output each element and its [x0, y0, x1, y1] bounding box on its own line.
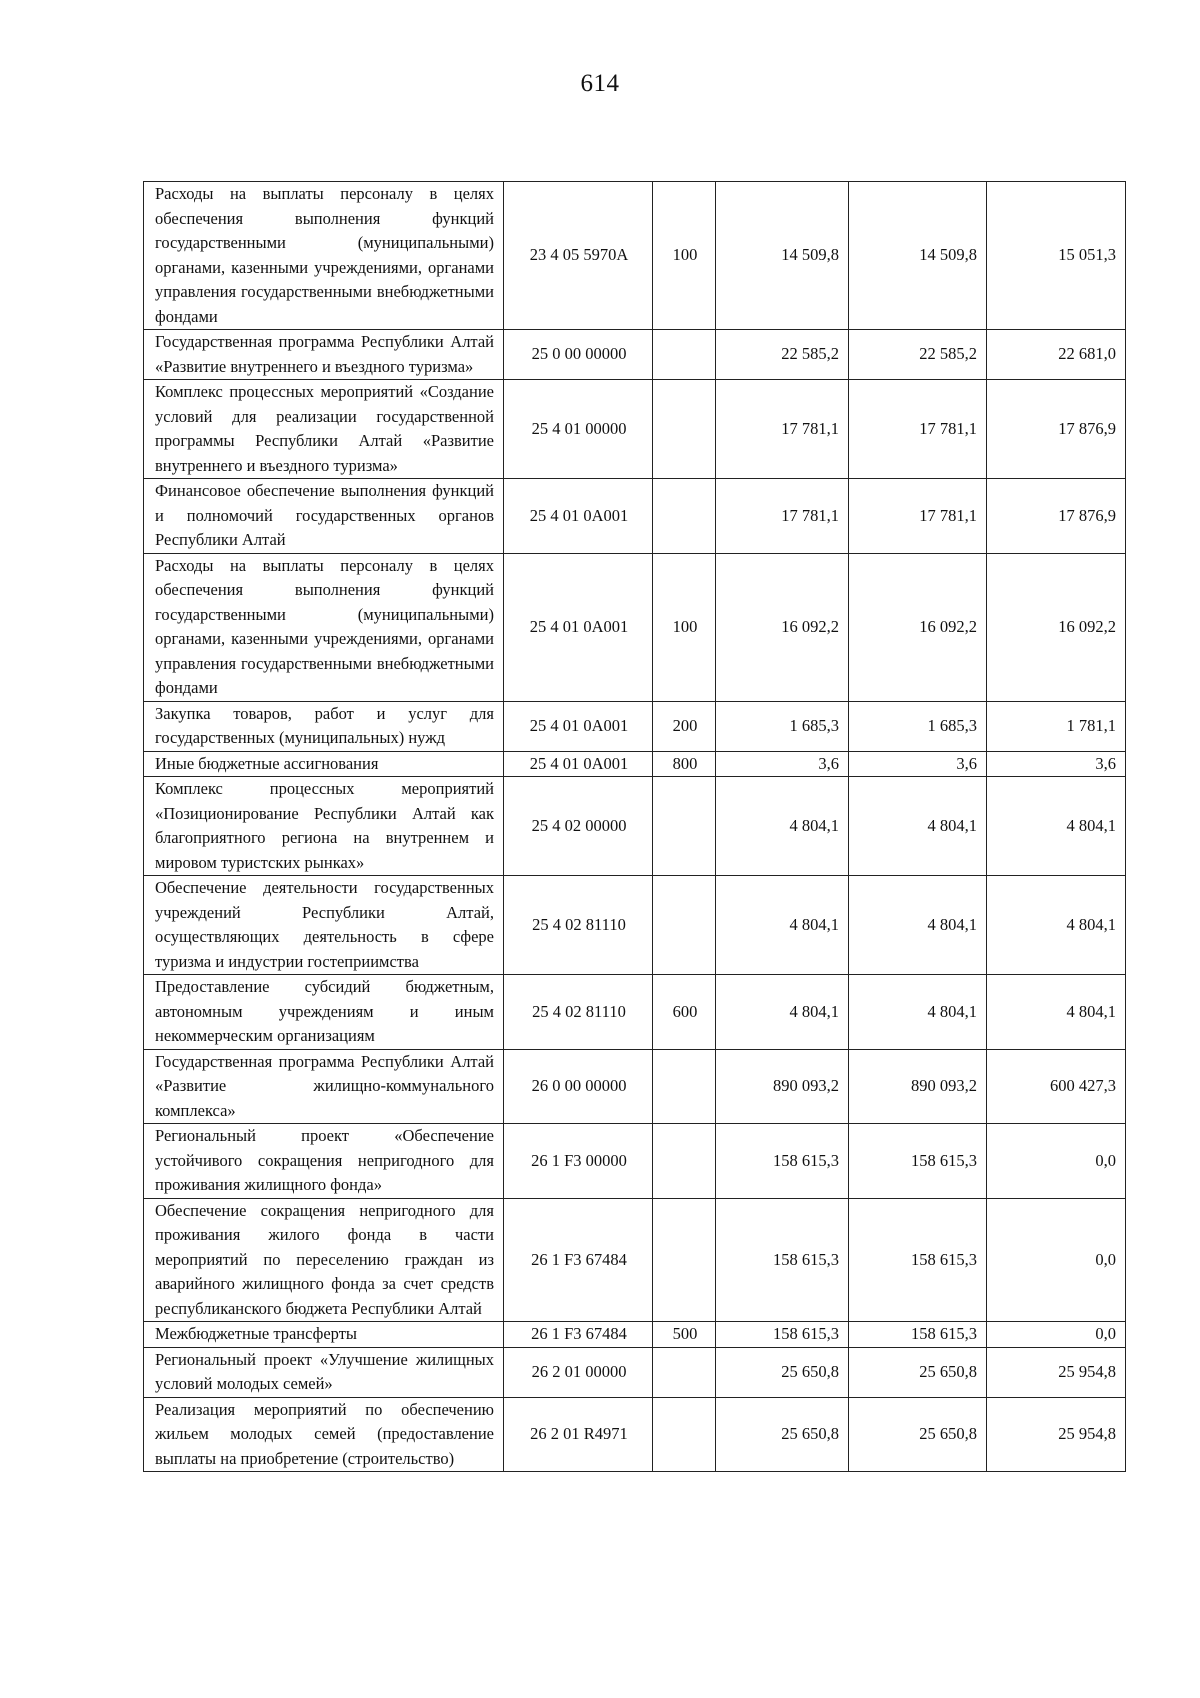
item-name-cell: Комплекс процессных мероприятий «Создание условий для реализации государственной программы Республики Алтай «Развитие внутреннего и въездного туризма» [144, 380, 504, 479]
table-row [144, 1049, 1126, 1124]
item-name-cell: Межбюджетные трансферты [144, 1322, 504, 1348]
amount-year2-cell: 4 804,1 [849, 876, 987, 975]
amount-year2-cell: 16 092,2 [849, 553, 987, 701]
amount-year3-cell: 0,0 [987, 1124, 1126, 1199]
budget-code-cell: 25 0 00 00000 [504, 330, 653, 380]
budget-code-cell: 25 4 01 0A001 [504, 479, 653, 554]
budget-code-cell: 25 4 02 81110 [504, 975, 653, 1050]
expense-type-cell [653, 380, 716, 479]
item-name-cell: Комплекс процессных мероприятий «Позиционирование Республики Алтай как благоприятного региона на внутреннем и мировом туристских рынках» [144, 777, 504, 876]
amount-year1-cell: 17 781,1 [716, 479, 849, 554]
item-name-cell: Финансовое обеспечение выполнения функций и полномочий государственных органов Республики Алтай [144, 479, 504, 554]
table-row [144, 1322, 1126, 1348]
table-row [144, 380, 1126, 479]
budget-code-cell: 25 4 01 0A001 [504, 553, 653, 701]
budget-table [143, 181, 1126, 1472]
amount-year1-cell: 158 615,3 [716, 1198, 849, 1322]
table-row [144, 701, 1126, 751]
amount-year2-cell: 14 509,8 [849, 182, 987, 330]
amount-year2-cell: 25 650,8 [849, 1347, 987, 1397]
table-row [144, 330, 1126, 380]
amount-year3-cell: 0,0 [987, 1322, 1126, 1348]
expense-type-cell [653, 1397, 716, 1472]
expense-type-cell: 500 [653, 1322, 716, 1348]
amount-year2-cell: 158 615,3 [849, 1124, 987, 1199]
budget-code-cell: 25 4 01 0A001 [504, 751, 653, 777]
amount-year2-cell: 4 804,1 [849, 777, 987, 876]
amount-year3-cell: 4 804,1 [987, 876, 1126, 975]
amount-year2-cell: 25 650,8 [849, 1397, 987, 1472]
expense-type-cell [653, 1124, 716, 1199]
item-name-cell: Расходы на выплаты персоналу в целях обеспечения выполнения функций государственными (муниципальными) органами, казенными учреждениями, органами управления государственными внебюджетными фондами [144, 182, 504, 330]
amount-year1-cell: 4 804,1 [716, 777, 849, 876]
item-name-cell: Региональный проект «Улучшение жилищных условий молодых семей» [144, 1347, 504, 1397]
item-name-cell: Обеспечение деятельности государственных учреждений Республики Алтай, осуществляющих деятельность в сфере туризма и индустрии гостеприимства [144, 876, 504, 975]
table-row [144, 975, 1126, 1050]
budget-code-cell: 25 4 02 81110 [504, 876, 653, 975]
item-name-cell: Предоставление субсидий бюджетным, автономным учреждениям и иным некоммерческим организациям [144, 975, 504, 1050]
budget-code-cell: 26 2 01 R4971 [504, 1397, 653, 1472]
item-name-cell: Закупка товаров, работ и услуг для государственных (муниципальных) нужд [144, 701, 504, 751]
budget-code-cell: 26 1 F3 00000 [504, 1124, 653, 1199]
budget-code-cell: 23 4 05 5970A [504, 182, 653, 330]
budget-code-cell: 26 1 F3 67484 [504, 1322, 653, 1348]
expense-type-cell: 600 [653, 975, 716, 1050]
table-row [144, 1397, 1126, 1472]
expense-type-cell [653, 1347, 716, 1397]
amount-year2-cell: 22 585,2 [849, 330, 987, 380]
expense-type-cell [653, 479, 716, 554]
amount-year2-cell: 17 781,1 [849, 380, 987, 479]
amount-year3-cell: 4 804,1 [987, 777, 1126, 876]
item-name-cell: Государственная программа Республики Алтай «Развитие внутреннего и въездного туризма» [144, 330, 504, 380]
item-name-cell: Региональный проект «Обеспечение устойчивого сокращения непригодного для проживания жилищного фонда» [144, 1124, 504, 1199]
table-row [144, 777, 1126, 876]
amount-year2-cell: 4 804,1 [849, 975, 987, 1050]
table-row [144, 1198, 1126, 1322]
budget-code-cell: 26 1 F3 67484 [504, 1198, 653, 1322]
table-row [144, 751, 1126, 777]
amount-year1-cell: 890 093,2 [716, 1049, 849, 1124]
expense-type-cell: 100 [653, 182, 716, 330]
amount-year1-cell: 4 804,1 [716, 975, 849, 1050]
item-name-cell: Обеспечение сокращения непригодного для проживания жилого фонда в части мероприятий по переселению граждан из аварийного жилищного фонда за счет средств республиканского бюджета Республики Алтай [144, 1198, 504, 1322]
budget-code-cell: 26 2 01 00000 [504, 1347, 653, 1397]
expense-type-cell [653, 1049, 716, 1124]
amount-year3-cell: 1 781,1 [987, 701, 1126, 751]
amount-year3-cell: 17 876,9 [987, 380, 1126, 479]
budget-code-cell: 25 4 02 00000 [504, 777, 653, 876]
amount-year1-cell: 158 615,3 [716, 1322, 849, 1348]
table-row [144, 1347, 1126, 1397]
amount-year3-cell: 25 954,8 [987, 1397, 1126, 1472]
expense-type-cell: 200 [653, 701, 716, 751]
amount-year1-cell: 25 650,8 [716, 1347, 849, 1397]
amount-year1-cell: 17 781,1 [716, 380, 849, 479]
budget-table-body [144, 182, 1126, 1472]
table-row [144, 182, 1126, 330]
amount-year3-cell: 3,6 [987, 751, 1126, 777]
expense-type-cell [653, 876, 716, 975]
amount-year3-cell: 17 876,9 [987, 479, 1126, 554]
amount-year1-cell: 25 650,8 [716, 1397, 849, 1472]
item-name-cell: Иные бюджетные ассигнования [144, 751, 504, 777]
amount-year1-cell: 22 585,2 [716, 330, 849, 380]
amount-year2-cell: 890 093,2 [849, 1049, 987, 1124]
table-row [144, 479, 1126, 554]
amount-year3-cell: 25 954,8 [987, 1347, 1126, 1397]
amount-year2-cell: 158 615,3 [849, 1198, 987, 1322]
budget-code-cell: 26 0 00 00000 [504, 1049, 653, 1124]
item-name-cell: Государственная программа Республики Алтай «Развитие жилищно-коммунального комплекса» [144, 1049, 504, 1124]
expense-type-cell: 100 [653, 553, 716, 701]
amount-year3-cell: 15 051,3 [987, 182, 1126, 330]
amount-year3-cell: 600 427,3 [987, 1049, 1126, 1124]
amount-year3-cell: 4 804,1 [987, 975, 1126, 1050]
expense-type-cell [653, 1198, 716, 1322]
item-name-cell: Расходы на выплаты персоналу в целях обеспечения выполнения функций государственными (муниципальными) органами, казенными учреждениями, органами управления государственными внебюджетными фондами [144, 553, 504, 701]
table-row [144, 553, 1126, 701]
item-name-cell: Реализация мероприятий по обеспечению жильем молодых семей (предоставление выплаты на приобретение (строительство) [144, 1397, 504, 1472]
amount-year1-cell: 14 509,8 [716, 182, 849, 330]
page-number: 614 [580, 70, 620, 97]
expense-type-cell: 800 [653, 751, 716, 777]
amount-year2-cell: 1 685,3 [849, 701, 987, 751]
amount-year1-cell: 1 685,3 [716, 701, 849, 751]
amount-year1-cell: 3,6 [716, 751, 849, 777]
amount-year1-cell: 4 804,1 [716, 876, 849, 975]
amount-year2-cell: 17 781,1 [849, 479, 987, 554]
amount-year3-cell: 22 681,0 [987, 330, 1126, 380]
table-row [144, 1124, 1126, 1199]
budget-code-cell: 25 4 01 0A001 [504, 701, 653, 751]
amount-year2-cell: 3,6 [849, 751, 987, 777]
budget-code-cell: 25 4 01 00000 [504, 380, 653, 479]
table-row [144, 876, 1126, 975]
amount-year3-cell: 16 092,2 [987, 553, 1126, 701]
amount-year1-cell: 16 092,2 [716, 553, 849, 701]
expense-type-cell [653, 330, 716, 380]
expense-type-cell [653, 777, 716, 876]
amount-year3-cell: 0,0 [987, 1198, 1126, 1322]
amount-year1-cell: 158 615,3 [716, 1124, 849, 1199]
amount-year2-cell: 158 615,3 [849, 1322, 987, 1348]
